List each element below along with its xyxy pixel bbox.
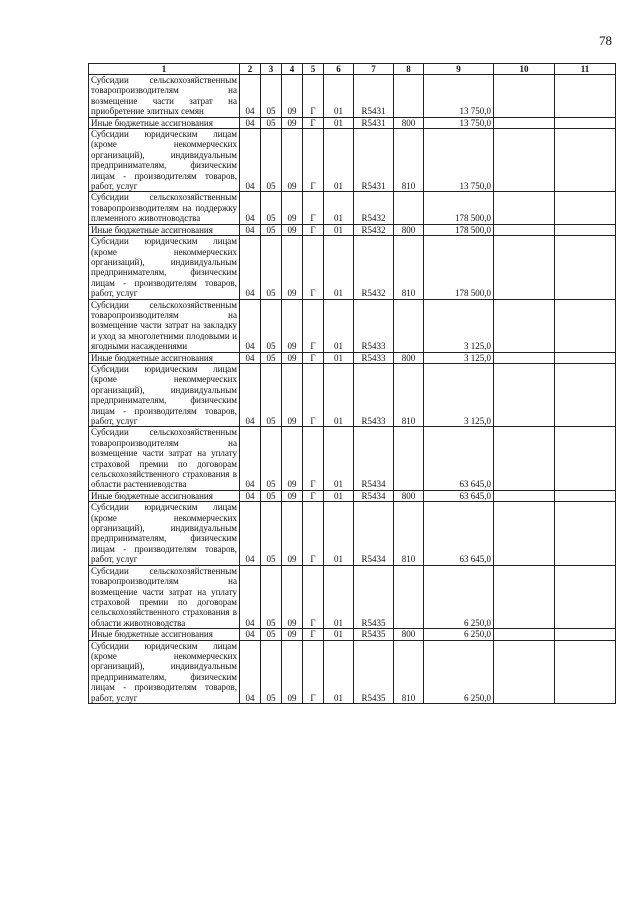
row-code-c4: 09 <box>282 192 303 224</box>
row-code-c7: R5435 <box>354 629 394 640</box>
row-code-c2: 04 <box>240 352 261 363</box>
column-header: 5 <box>303 64 324 75</box>
column-header: 6 <box>324 64 354 75</box>
row-code-c6: 01 <box>324 363 354 426</box>
table-row <box>89 502 616 565</box>
row-amount: 3 125,0 <box>424 299 494 352</box>
row-amount: 178 500,0 <box>424 236 494 299</box>
row-code-c3: 05 <box>261 427 282 490</box>
row-description: Субсидии сельскохозяйственным товаропроизводителям на возмещение части затрат на закладку и уход за многолетними плодовыми и ягодными насаждениями <box>89 299 240 352</box>
row-code-c2: 04 <box>240 363 261 426</box>
row-code-c11 <box>555 236 616 299</box>
row-code-c5: Г <box>303 299 324 352</box>
table-row <box>89 352 616 363</box>
row-code-c6: 01 <box>324 75 354 118</box>
row-description: Субсидии сельскохозяйственным товаропроизводителям на возмещение части затрат на уплату страховой премии по договорам сельскохозяйственного страхования в области животноводства <box>89 565 240 628</box>
row-amount: 13 750,0 <box>424 129 494 192</box>
row-code-c11 <box>555 629 616 640</box>
row-code-c8: 810 <box>394 129 424 192</box>
row-code-c5: Г <box>303 640 324 703</box>
row-code-c3: 05 <box>261 502 282 565</box>
row-code-c6: 01 <box>324 629 354 640</box>
column-header: 11 <box>555 64 616 75</box>
row-amount: 63 645,0 <box>424 490 494 501</box>
row-code-c7: R5432 <box>354 192 394 224</box>
row-description: Субсидии сельскохозяйственным товаропроизводителям на возмещение части затрат на приобретение элитных семян <box>89 75 240 118</box>
column-header: 10 <box>494 64 555 75</box>
table-row <box>89 629 616 640</box>
row-code-c4: 09 <box>282 299 303 352</box>
row-code-c4: 09 <box>282 640 303 703</box>
row-code-c7: R5434 <box>354 427 394 490</box>
row-description: Субсидии сельскохозяйственным товаропроизводителям на поддержку племенного животноводства <box>89 192 240 224</box>
row-description: Субсидии юридическим лицам (кроме некоммерческих организаций), индивидуальным предпринимателям, физическим лицам - производителям товаров, работ, услуг <box>89 640 240 703</box>
budget-table <box>88 63 616 704</box>
row-code-c3: 05 <box>261 129 282 192</box>
row-code-c11 <box>555 640 616 703</box>
row-amount: 3 125,0 <box>424 352 494 363</box>
row-code-c5: Г <box>303 129 324 192</box>
row-code-c6: 01 <box>324 129 354 192</box>
table-row <box>89 363 616 426</box>
row-code-c5: Г <box>303 363 324 426</box>
table-row <box>89 640 616 703</box>
row-code-c6: 01 <box>324 352 354 363</box>
row-code-c5: Г <box>303 565 324 628</box>
row-code-c5: Г <box>303 75 324 118</box>
row-code-c5: Г <box>303 236 324 299</box>
row-description: Субсидии юридическим лицам (кроме некоммерческих организаций), индивидуальным предпринимателям, физическим лицам - производителям товаров, работ, услуг <box>89 363 240 426</box>
row-code-c8: 810 <box>394 363 424 426</box>
row-code-c2: 04 <box>240 565 261 628</box>
row-code-c3: 05 <box>261 75 282 118</box>
row-code-c10 <box>494 117 555 128</box>
row-code-c4: 09 <box>282 629 303 640</box>
row-code-c11 <box>555 502 616 565</box>
row-code-c7: R5431 <box>354 75 394 118</box>
table-row <box>89 565 616 628</box>
row-code-c4: 09 <box>282 224 303 235</box>
row-description: Субсидии сельскохозяйственным товаропроизводителям на возмещение части затрат на уплату страховой премии по договорам сельскохозяйственного страхования в области растениеводства <box>89 427 240 490</box>
row-code-c2: 04 <box>240 490 261 501</box>
row-code-c10 <box>494 427 555 490</box>
row-code-c11 <box>555 129 616 192</box>
row-code-c6: 01 <box>324 299 354 352</box>
row-code-c6: 01 <box>324 192 354 224</box>
row-code-c4: 09 <box>282 502 303 565</box>
row-code-c3: 05 <box>261 629 282 640</box>
row-code-c7: R5433 <box>354 352 394 363</box>
row-code-c3: 05 <box>261 224 282 235</box>
row-code-c8 <box>394 427 424 490</box>
row-code-c10 <box>494 129 555 192</box>
row-code-c5: Г <box>303 192 324 224</box>
row-code-c4: 09 <box>282 427 303 490</box>
table-row <box>89 75 616 118</box>
row-code-c11 <box>555 224 616 235</box>
row-code-c2: 04 <box>240 502 261 565</box>
row-code-c2: 04 <box>240 192 261 224</box>
row-code-c10 <box>494 363 555 426</box>
row-code-c7: R5432 <box>354 224 394 235</box>
row-code-c6: 01 <box>324 236 354 299</box>
row-amount: 13 750,0 <box>424 75 494 118</box>
row-code-c3: 05 <box>261 117 282 128</box>
row-code-c2: 04 <box>240 299 261 352</box>
row-code-c7: R5435 <box>354 565 394 628</box>
row-code-c6: 01 <box>324 565 354 628</box>
row-code-c3: 05 <box>261 363 282 426</box>
table-row <box>89 129 616 192</box>
row-code-c8: 810 <box>394 236 424 299</box>
page-number: 78 <box>599 33 612 48</box>
row-code-c7: R5432 <box>354 236 394 299</box>
row-code-c10 <box>494 565 555 628</box>
row-code-c4: 09 <box>282 565 303 628</box>
row-amount: 13 750,0 <box>424 117 494 128</box>
row-code-c4: 09 <box>282 75 303 118</box>
table-row <box>89 117 616 128</box>
column-header: 4 <box>282 64 303 75</box>
row-amount: 178 500,0 <box>424 224 494 235</box>
row-code-c11 <box>555 117 616 128</box>
row-code-c7: R5431 <box>354 117 394 128</box>
row-code-c10 <box>494 490 555 501</box>
row-code-c6: 01 <box>324 490 354 501</box>
row-code-c2: 04 <box>240 629 261 640</box>
row-code-c10 <box>494 352 555 363</box>
row-code-c2: 04 <box>240 117 261 128</box>
table-row <box>89 299 616 352</box>
row-code-c3: 05 <box>261 490 282 501</box>
row-code-c3: 05 <box>261 352 282 363</box>
row-code-c4: 09 <box>282 129 303 192</box>
row-code-c3: 05 <box>261 565 282 628</box>
row-code-c4: 09 <box>282 117 303 128</box>
row-code-c4: 09 <box>282 363 303 426</box>
row-code-c10 <box>494 192 555 224</box>
row-code-c4: 09 <box>282 352 303 363</box>
row-code-c6: 01 <box>324 224 354 235</box>
row-code-c2: 04 <box>240 224 261 235</box>
row-amount: 178 500,0 <box>424 192 494 224</box>
row-amount: 63 645,0 <box>424 427 494 490</box>
row-amount: 6 250,0 <box>424 629 494 640</box>
row-code-c5: Г <box>303 352 324 363</box>
row-code-c8: 800 <box>394 490 424 501</box>
row-code-c10 <box>494 299 555 352</box>
row-code-c5: Г <box>303 490 324 501</box>
row-code-c11 <box>555 490 616 501</box>
row-code-c11 <box>555 427 616 490</box>
row-code-c6: 01 <box>324 117 354 128</box>
row-description: Иные бюджетные ассигнования <box>89 117 240 128</box>
row-code-c11 <box>555 299 616 352</box>
row-code-c2: 04 <box>240 236 261 299</box>
row-code-c2: 04 <box>240 129 261 192</box>
row-amount: 63 645,0 <box>424 502 494 565</box>
row-code-c7: R5434 <box>354 490 394 501</box>
column-header: 9 <box>424 64 494 75</box>
table-row <box>89 192 616 224</box>
row-code-c10 <box>494 629 555 640</box>
row-description: Субсидии юридическим лицам (кроме некоммерческих организаций), индивидуальным предпринимателям, физическим лицам - производителям товаров, работ, услуг <box>89 129 240 192</box>
column-header: 1 <box>89 64 240 75</box>
row-code-c8: 800 <box>394 629 424 640</box>
row-code-c7: R5433 <box>354 299 394 352</box>
table-row <box>89 427 616 490</box>
row-code-c8: 800 <box>394 117 424 128</box>
table-body <box>89 75 616 704</box>
row-description: Иные бюджетные ассигнования <box>89 352 240 363</box>
row-code-c8 <box>394 299 424 352</box>
row-code-c11 <box>555 192 616 224</box>
row-code-c5: Г <box>303 117 324 128</box>
row-code-c5: Г <box>303 427 324 490</box>
row-code-c10 <box>494 236 555 299</box>
row-code-c7: R5431 <box>354 129 394 192</box>
row-code-c8 <box>394 192 424 224</box>
row-code-c3: 05 <box>261 192 282 224</box>
row-code-c11 <box>555 565 616 628</box>
row-code-c8: 800 <box>394 352 424 363</box>
row-code-c7: R5435 <box>354 640 394 703</box>
row-code-c3: 05 <box>261 299 282 352</box>
row-code-c10 <box>494 640 555 703</box>
row-code-c2: 04 <box>240 427 261 490</box>
column-header: 8 <box>394 64 424 75</box>
row-amount: 6 250,0 <box>424 640 494 703</box>
column-header: 7 <box>354 64 394 75</box>
row-description: Иные бюджетные ассигнования <box>89 629 240 640</box>
row-code-c5: Г <box>303 224 324 235</box>
row-code-c6: 01 <box>324 502 354 565</box>
row-code-c7: R5434 <box>354 502 394 565</box>
row-code-c2: 04 <box>240 75 261 118</box>
column-header: 2 <box>240 64 261 75</box>
row-code-c4: 09 <box>282 236 303 299</box>
column-header: 3 <box>261 64 282 75</box>
table-row <box>89 224 616 235</box>
row-description: Иные бюджетные ассигнования <box>89 490 240 501</box>
row-code-c8 <box>394 565 424 628</box>
row-code-c8 <box>394 75 424 118</box>
row-code-c2: 04 <box>240 640 261 703</box>
row-code-c3: 05 <box>261 640 282 703</box>
table-row <box>89 236 616 299</box>
row-code-c8: 800 <box>394 224 424 235</box>
row-description: Иные бюджетные ассигнования <box>89 224 240 235</box>
row-code-c5: Г <box>303 502 324 565</box>
row-code-c4: 09 <box>282 490 303 501</box>
header-row <box>89 64 616 75</box>
row-amount: 6 250,0 <box>424 565 494 628</box>
row-code-c6: 01 <box>324 427 354 490</box>
row-description: Субсидии юридическим лицам (кроме некоммерческих организаций), индивидуальным предпринимателям, физическим лицам - производителям товаров, работ, услуг <box>89 502 240 565</box>
row-code-c11 <box>555 363 616 426</box>
row-code-c10 <box>494 502 555 565</box>
row-amount: 3 125,0 <box>424 363 494 426</box>
table-row <box>89 490 616 501</box>
row-code-c8: 810 <box>394 640 424 703</box>
row-code-c8: 810 <box>394 502 424 565</box>
row-code-c10 <box>494 75 555 118</box>
row-code-c5: Г <box>303 629 324 640</box>
row-code-c11 <box>555 352 616 363</box>
row-code-c3: 05 <box>261 236 282 299</box>
row-code-c6: 01 <box>324 640 354 703</box>
row-code-c10 <box>494 224 555 235</box>
row-description: Субсидии юридическим лицам (кроме некоммерческих организаций), индивидуальным предпринимателям, физическим лицам - производителям товаров, работ, услуг <box>89 236 240 299</box>
row-code-c7: R5433 <box>354 363 394 426</box>
row-code-c11 <box>555 75 616 118</box>
